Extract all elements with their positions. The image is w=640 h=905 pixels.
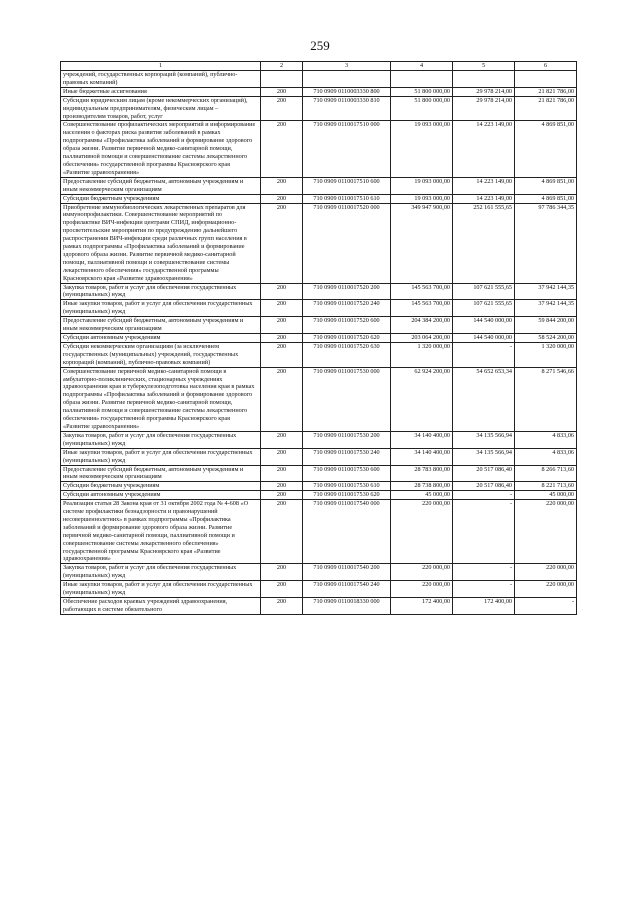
column-header: 4 [391, 62, 453, 71]
row-classification-cell: 710 0909 0110017530 240 [303, 448, 391, 465]
row-classification-cell: 710 0909 0110017520 620 [303, 334, 391, 343]
row-remainder-cell: 37 942 144,35 [515, 300, 577, 317]
row-plan-cell: 220 000,00 [391, 581, 453, 598]
row-plan-cell: 349 947 900,00 [391, 203, 453, 283]
row-code-cell: 200 [261, 448, 303, 465]
column-header: 3 [303, 62, 391, 71]
table-row [61, 300, 577, 317]
row-executed-cell: 54 652 653,34 [453, 367, 515, 431]
page-number: 259 [310, 38, 330, 53]
table-row [61, 71, 577, 88]
row-name-cell: Субсидии некоммерческим организациям (за исключением государственных (муниципальных) учреждений, государственных корпораций (компаний), публично-правовых компаний) [61, 342, 261, 367]
row-plan-cell: 203 064 200,00 [391, 334, 453, 343]
row-executed-cell: 172 400,00 [453, 598, 515, 615]
row-code-cell: 200 [261, 283, 303, 300]
table-row [61, 564, 577, 581]
row-code-cell: 200 [261, 431, 303, 448]
row-name-cell: Закупка товаров, работ и услуг для обеспечения государственных (муниципальных) нужд [61, 431, 261, 448]
table-row [61, 283, 577, 300]
row-code-cell: 200 [261, 342, 303, 367]
row-name-cell: Субсидии юридическим лицам (кроме некоммерческих организаций), индивидуальным предпринимателям, физическим лицам – производителям товаров, работ, услуг [61, 96, 261, 121]
row-executed-cell: - [453, 491, 515, 500]
row-plan-cell: 145 563 700,00 [391, 300, 453, 317]
row-executed-cell: - [453, 581, 515, 598]
row-remainder-cell: 1 320 000,00 [515, 342, 577, 367]
row-name-cell: Приобретение иммунобиологических лекарственных препаратов для иммунопрофилактики. Совершенствование мероприятий по профилактике ВИЧ-инфекции центрами СПИД, информационно-просветительские мероприятия по предупреждению дальнейшего распространения ВИЧ-инфекции среди различных групп населения в рамках подпрограммы «Профилактика заболеваний и формирование здорового образа жизни. Развитие первичной медико-санитарной помощи, паллиативной помощи и совершенствование системы лекарственного обеспечения» государственной программы Красноярского края «Развитие здравоохранения» [61, 203, 261, 283]
table-row [61, 317, 577, 334]
row-code-cell [261, 71, 303, 88]
row-name-cell: Субсидии бюджетным учреждениям [61, 482, 261, 491]
row-classification-cell: 710 0909 0110017520 240 [303, 300, 391, 317]
table-row [61, 500, 577, 564]
row-code-cell: 200 [261, 482, 303, 491]
row-classification-cell: 710 0909 0110017510 000 [303, 121, 391, 177]
row-classification-cell: 710 0909 0110003330 800 [303, 87, 391, 96]
row-remainder-cell: 97 786 344,35 [515, 203, 577, 283]
row-plan-cell: 204 384 200,00 [391, 317, 453, 334]
row-name-cell: Иные закупки товаров, работ и услуг для обеспечения государственных (муниципальных) нужд [61, 448, 261, 465]
table-row [61, 121, 577, 177]
row-code-cell: 200 [261, 300, 303, 317]
row-classification-cell: 710 0909 0110017520 200 [303, 283, 391, 300]
column-header: 1 [61, 62, 261, 71]
row-plan-cell: 51 800 000,00 [391, 87, 453, 96]
row-plan-cell [391, 71, 453, 88]
table-row [61, 87, 577, 96]
table-body [61, 71, 577, 615]
row-executed-cell: - [453, 500, 515, 564]
row-plan-cell: 172 400,00 [391, 598, 453, 615]
row-plan-cell: 19 093 000,00 [391, 194, 453, 203]
row-code-cell: 200 [261, 581, 303, 598]
row-plan-cell: 145 563 700,00 [391, 283, 453, 300]
row-executed-cell: 29 978 214,00 [453, 96, 515, 121]
header-row [61, 62, 577, 71]
row-executed-cell: 144 540 000,00 [453, 317, 515, 334]
row-plan-cell: 34 140 400,00 [391, 431, 453, 448]
row-remainder-cell: 8 271 546,66 [515, 367, 577, 431]
row-executed-cell: 29 978 214,00 [453, 87, 515, 96]
row-classification-cell: 710 0909 0110017530 000 [303, 367, 391, 431]
row-remainder-cell: - [515, 598, 577, 615]
table-row [61, 482, 577, 491]
row-remainder-cell: 4 869 851,00 [515, 177, 577, 194]
row-classification-cell: 710 0909 0110017530 200 [303, 431, 391, 448]
row-code-cell: 200 [261, 87, 303, 96]
row-code-cell: 200 [261, 96, 303, 121]
row-executed-cell: 14 223 149,00 [453, 177, 515, 194]
column-header: 5 [453, 62, 515, 71]
row-classification-cell: 710 0909 0110003330 810 [303, 96, 391, 121]
table-row [61, 342, 577, 367]
row-name-cell: Субсидии автономным учреждениям [61, 334, 261, 343]
row-name-cell: Совершенствование профилактических мероприятий и информирование населения о факторах риска развития заболеваний в рамках подпрограммы «Профилактика заболеваний и формирование здорового образа жизни. Развитие первичной медико-санитарной помощи, паллиативной помощи и совершенствование системы лекарственного обеспечения» государственной программы Красноярского края «Развитие здравоохранения» [61, 121, 261, 177]
row-classification-cell: 710 0909 0110017530 610 [303, 482, 391, 491]
table-row [61, 598, 577, 615]
row-classification-cell: 710 0909 0110017530 620 [303, 491, 391, 500]
row-plan-cell: 19 093 000,00 [391, 121, 453, 177]
row-remainder-cell: 21 821 786,00 [515, 87, 577, 96]
table-row [61, 367, 577, 431]
row-name-cell: Иные закупки товаров, работ и услуг для обеспечения государственных (муниципальных) нужд [61, 300, 261, 317]
column-header: 6 [515, 62, 577, 71]
row-plan-cell: 62 924 200,00 [391, 367, 453, 431]
row-remainder-cell: 8 266 713,60 [515, 465, 577, 482]
row-executed-cell: 20 517 086,40 [453, 465, 515, 482]
row-name-cell: Предоставление субсидий бюджетным, автономным учреждениям и иным некоммерческим организациям [61, 465, 261, 482]
row-plan-cell: 19 093 000,00 [391, 177, 453, 194]
table-row [61, 194, 577, 203]
row-classification-cell: 710 0909 0110017530 600 [303, 465, 391, 482]
table-row [61, 448, 577, 465]
row-remainder-cell: 21 821 786,00 [515, 96, 577, 121]
row-plan-cell: 28 738 800,00 [391, 482, 453, 491]
row-code-cell: 200 [261, 500, 303, 564]
row-remainder-cell: 37 942 144,35 [515, 283, 577, 300]
table-row [61, 431, 577, 448]
row-remainder-cell: 4 833,06 [515, 448, 577, 465]
table-row [61, 334, 577, 343]
row-executed-cell: 34 135 566,94 [453, 431, 515, 448]
table-row [61, 491, 577, 500]
row-remainder-cell [515, 71, 577, 88]
row-code-cell: 200 [261, 491, 303, 500]
row-classification-cell: 710 0909 0110017510 610 [303, 194, 391, 203]
row-code-cell: 200 [261, 121, 303, 177]
row-plan-cell: 51 800 000,00 [391, 96, 453, 121]
table-row [61, 96, 577, 121]
row-code-cell: 200 [261, 317, 303, 334]
row-name-cell: Реализация статьи 28 Закона края от 31 октября 2002 года № 4-608 «О системе профилактики безнадзорности и правонарушений несовершеннолетних» в рамках подпрограммы «Профилактика заболеваний и формирование здорового образа жизни. Развитие первичной медико-санитарной помощи, паллиативной помощи и совершенствование системы лекарственного обеспечения» государственной программы Красноярского края «Развитие здравоохранения» [61, 500, 261, 564]
table-row [61, 581, 577, 598]
row-executed-cell: 107 621 555,65 [453, 300, 515, 317]
row-executed-cell: - [453, 564, 515, 581]
row-classification-cell: 710 0909 0110017520 000 [303, 203, 391, 283]
row-name-cell: Субсидии бюджетным учреждениям [61, 194, 261, 203]
table-row [61, 177, 577, 194]
row-remainder-cell: 220 000,00 [515, 500, 577, 564]
row-plan-cell: 220 000,00 [391, 564, 453, 581]
row-remainder-cell: 4 869 851,00 [515, 194, 577, 203]
row-plan-cell: 28 783 800,00 [391, 465, 453, 482]
row-remainder-cell: 8 221 713,60 [515, 482, 577, 491]
row-executed-cell: - [453, 342, 515, 367]
row-remainder-cell: 45 000,00 [515, 491, 577, 500]
row-executed-cell: 144 540 000,00 [453, 334, 515, 343]
row-name-cell: Закупка товаров, работ и услуг для обеспечения государственных (муниципальных) нужд [61, 283, 261, 300]
row-name-cell: учреждений, государственных корпораций (компаний), публично-правовых компаний) [61, 71, 261, 88]
row-classification-cell: 710 0909 0110018330 000 [303, 598, 391, 615]
row-plan-cell: 220 000,00 [391, 500, 453, 564]
row-executed-cell: 14 223 149,00 [453, 121, 515, 177]
row-name-cell: Иные бюджетные ассигнования [61, 87, 261, 96]
budget-table [60, 61, 577, 615]
row-classification-cell: 710 0909 0110017540 240 [303, 581, 391, 598]
row-name-cell: Предоставление субсидий бюджетным, автономным учреждениям и иным некоммерческим организациям [61, 317, 261, 334]
row-executed-cell: 107 621 555,65 [453, 283, 515, 300]
table-row [61, 465, 577, 482]
row-code-cell: 200 [261, 194, 303, 203]
row-code-cell: 200 [261, 367, 303, 431]
row-remainder-cell: 4 833,06 [515, 431, 577, 448]
row-executed-cell: 20 517 086,40 [453, 482, 515, 491]
row-remainder-cell: 220 000,00 [515, 564, 577, 581]
row-plan-cell: 1 320 000,00 [391, 342, 453, 367]
row-remainder-cell: 58 524 200,00 [515, 334, 577, 343]
row-name-cell: Закупка товаров, работ и услуг для обеспечения государственных (муниципальных) нужд [61, 564, 261, 581]
column-header: 2 [261, 62, 303, 71]
row-remainder-cell: 59 844 200,00 [515, 317, 577, 334]
row-classification-cell [303, 71, 391, 88]
row-code-cell: 200 [261, 334, 303, 343]
row-classification-cell: 710 0909 0110017540 200 [303, 564, 391, 581]
row-remainder-cell: 4 869 851,00 [515, 121, 577, 177]
row-code-cell: 200 [261, 177, 303, 194]
row-classification-cell: 710 0909 0110017520 630 [303, 342, 391, 367]
row-name-cell: Предоставление субсидий бюджетным, автономным учреждениям и иным некоммерческим организациям [61, 177, 261, 194]
row-executed-cell [453, 71, 515, 88]
row-code-cell: 200 [261, 564, 303, 581]
row-plan-cell: 34 140 400,00 [391, 448, 453, 465]
table-row [61, 203, 577, 283]
row-classification-cell: 710 0909 0110017520 600 [303, 317, 391, 334]
row-name-cell: Субсидии автономным учреждениям [61, 491, 261, 500]
row-code-cell: 200 [261, 598, 303, 615]
row-classification-cell: 710 0909 0110017510 600 [303, 177, 391, 194]
row-code-cell: 200 [261, 203, 303, 283]
row-plan-cell: 45 000,00 [391, 491, 453, 500]
row-name-cell: Иные закупки товаров, работ и услуг для обеспечения государственных (муниципальных) нужд [61, 581, 261, 598]
row-name-cell: Совершенствование первичной медико-санитарной помощи в амбулаторно-поликлинических, стационарных учреждениях здравоохранения края и туберкулезоподготовка населения края в рамках подпрограммы «Профилактика заболеваний и формирование здорового образа жизни. Развитие первичной медико-санитарной помощи, паллиативной помощи и совершенствование системы лекарственного обеспечения» государственной программы Красноярского края «Развитие здравоохранения» [61, 367, 261, 431]
row-remainder-cell: 220 000,00 [515, 581, 577, 598]
row-classification-cell: 710 0909 0110017540 000 [303, 500, 391, 564]
row-executed-cell: 252 161 555,65 [453, 203, 515, 283]
row-name-cell: Обеспечение расходов краевых учреждений здравоохранения, работающих в системе обязательного [61, 598, 261, 615]
row-code-cell: 200 [261, 465, 303, 482]
row-executed-cell: 14 223 149,00 [453, 194, 515, 203]
row-executed-cell: 34 135 566,94 [453, 448, 515, 465]
